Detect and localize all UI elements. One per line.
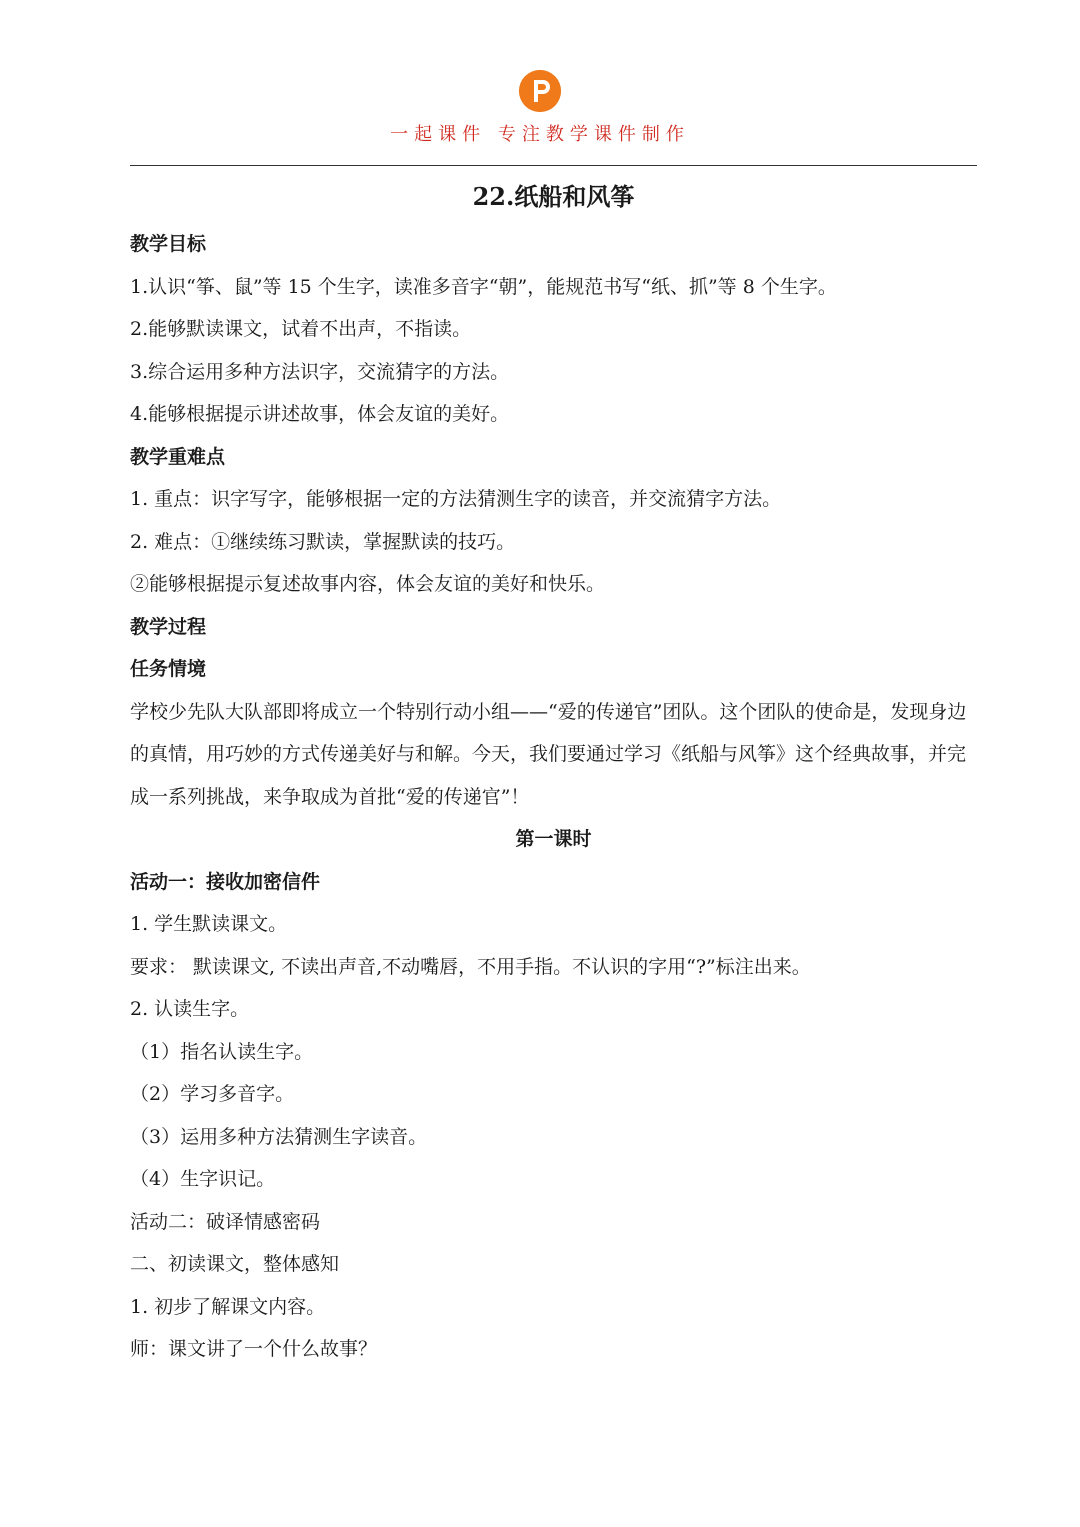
goal-item: 4.能够根据提示讲述故事，体会友谊的美好。 (130, 403, 510, 425)
header-divider (130, 165, 977, 166)
logo-icon (519, 70, 561, 112)
body-line: （3）运用多种方法猜测生字读音。 (130, 1125, 428, 1148)
task-paragraph: 学校少先队大队部即将成立一个特别行动小组——“爱的传递官”团队。这个团队的使命是，发现身边的真情，用巧妙的方式传递美好与和解。今天，我们要通过学习《纸船与风筝》这个经典故事，并完成一系列挑战，来争取成为首批“爱的传递官”！ (130, 700, 967, 808)
document-title: 22.纸船和风筝 (472, 182, 635, 211)
body-line: 二、初读课文，整体感知 (130, 1253, 340, 1275)
body-line: 要求： 默读课文, 不读出声音,不动嘴唇，不用手指。不认识的字用“?”标注出来。 (130, 955, 811, 978)
body-line: 师：课文讲了一个什么故事？ (130, 1338, 378, 1360)
page-header (0, 70, 1080, 146)
lesson-heading: 第一课时 (515, 828, 592, 850)
goal-item: 1.认识“筝、鼠”等 15 个生字，读准多音字“朝”，能规范书写“纸、抓”等 8 个生字。 (130, 275, 837, 298)
goals-heading: 教学目标 (130, 233, 207, 255)
key-point-item: ②能够根据提示复述故事内容，体会友谊的美好和快乐。 (130, 573, 606, 595)
body-line: 2. 认读生字。 (130, 998, 250, 1020)
task-heading: 任务情境 (130, 658, 207, 680)
key-points-heading: 教学重难点 (130, 445, 226, 468)
process-heading: 教学过程 (130, 615, 207, 638)
body-line: 1. 学生默读课文。 (130, 913, 288, 935)
body-line: （4）生字识记。 (130, 1168, 276, 1190)
body-line: 1. 初步了解课文内容。 (130, 1295, 326, 1318)
key-point-item: 2. 难点：①继续练习默读，掌握默读的技巧。 (130, 530, 516, 553)
body-line: （2）学习多音字。 (130, 1083, 295, 1105)
document-body (130, 175, 977, 1371)
key-point-item: 1. 重点：识字写字，能够根据一定的方法猜测生字的读音，并交流猜字方法。 (130, 488, 782, 510)
header-tagline: 一起课件 专注教学课件制作 (390, 124, 690, 145)
activity-one-heading: 活动一：接收加密信件 (130, 870, 321, 893)
goal-item: 2.能够默读课文，试着不出声，不指读。 (130, 318, 472, 340)
activity-two-heading: 活动二：破译情感密码 (130, 1210, 321, 1233)
body-line: （1）指名认读生字。 (130, 1040, 314, 1063)
goal-item: 3.综合运用多种方法识字，交流猜字的方法。 (130, 360, 510, 383)
